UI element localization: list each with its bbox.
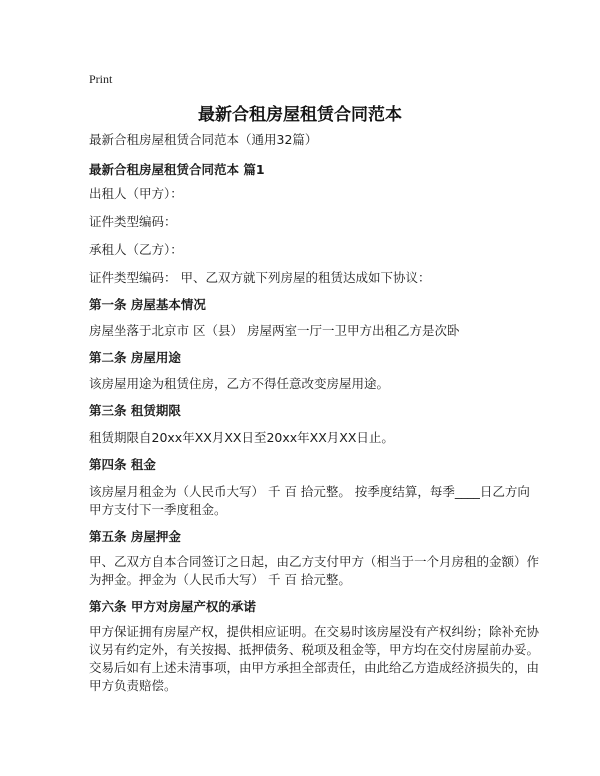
article-heading: 第二条 房屋用途 bbox=[89, 350, 181, 365]
article-heading: 第三条 租赁期限 bbox=[89, 403, 181, 418]
article-text-line: 该房屋用途为租赁住房，乙方不得任意改变房屋用途。 bbox=[89, 376, 390, 391]
article-text-line: 甲方负责赔偿。 bbox=[89, 678, 177, 693]
article-text-line: 甲方支付下一季度租金。 bbox=[89, 502, 227, 517]
article-heading: 第五条 房屋押金 bbox=[89, 529, 181, 544]
lessor-line: 出租人（甲方）： bbox=[89, 186, 183, 201]
article-heading: 第四条 租金 bbox=[89, 457, 156, 472]
article-text-line: 该房屋月租金为（人民币大写） 千 百 拾元整。 按季度结算，每季____日乙方向 bbox=[89, 484, 530, 499]
print-label: Print bbox=[89, 72, 113, 86]
article-text-line: 为押金。押金为（人民币大写） 千 百 拾元整。 bbox=[89, 572, 351, 587]
article-text-line: 议另有约定外，有关按揭、抵押债务、税项及租金等，甲方均在交付房屋前办妥。 bbox=[89, 642, 540, 657]
document-subtitle: 最新合租房屋租赁合同范本（通用32篇） bbox=[89, 132, 318, 147]
lessee-id-line: 证件类型编码： 甲、乙双方就下列房屋的租赁达成如下协议： bbox=[89, 270, 431, 285]
document-title: 最新合租房屋租赁合同范本 bbox=[198, 105, 402, 125]
article-text-line: 甲、乙双方自本合同签订之日起，由乙方支付甲方（相当于一个月房租的金额）作 bbox=[89, 554, 540, 569]
article-text-line: 房屋坐落于北京市 区（县） 房屋两室一厅一卫甲方出租乙方是次卧 bbox=[89, 323, 460, 338]
article-text-line: 交易后如有上述未清事项，由甲方承担全部责任，由此给乙方造成经济损失的，由 bbox=[89, 660, 540, 675]
lessor-id-line: 证件类型编码： bbox=[89, 214, 177, 229]
article-heading: 第六条 甲方对房屋产权的承诺 bbox=[89, 599, 256, 614]
lessee-line: 承租人（乙方）： bbox=[89, 242, 183, 257]
article-heading: 第一条 房屋基本情况 bbox=[89, 297, 206, 312]
section-title: 最新合租房屋租赁合同范本 篇1 bbox=[89, 162, 265, 177]
article-text-line: 租赁期限自20xx年XX月XX日至20xx年XX月XX日止。 bbox=[89, 430, 394, 445]
article-text-line: 甲方保证拥有房屋产权，提供相应证明。在交易时该房屋没有产权纠纷；除补充协 bbox=[89, 624, 540, 639]
